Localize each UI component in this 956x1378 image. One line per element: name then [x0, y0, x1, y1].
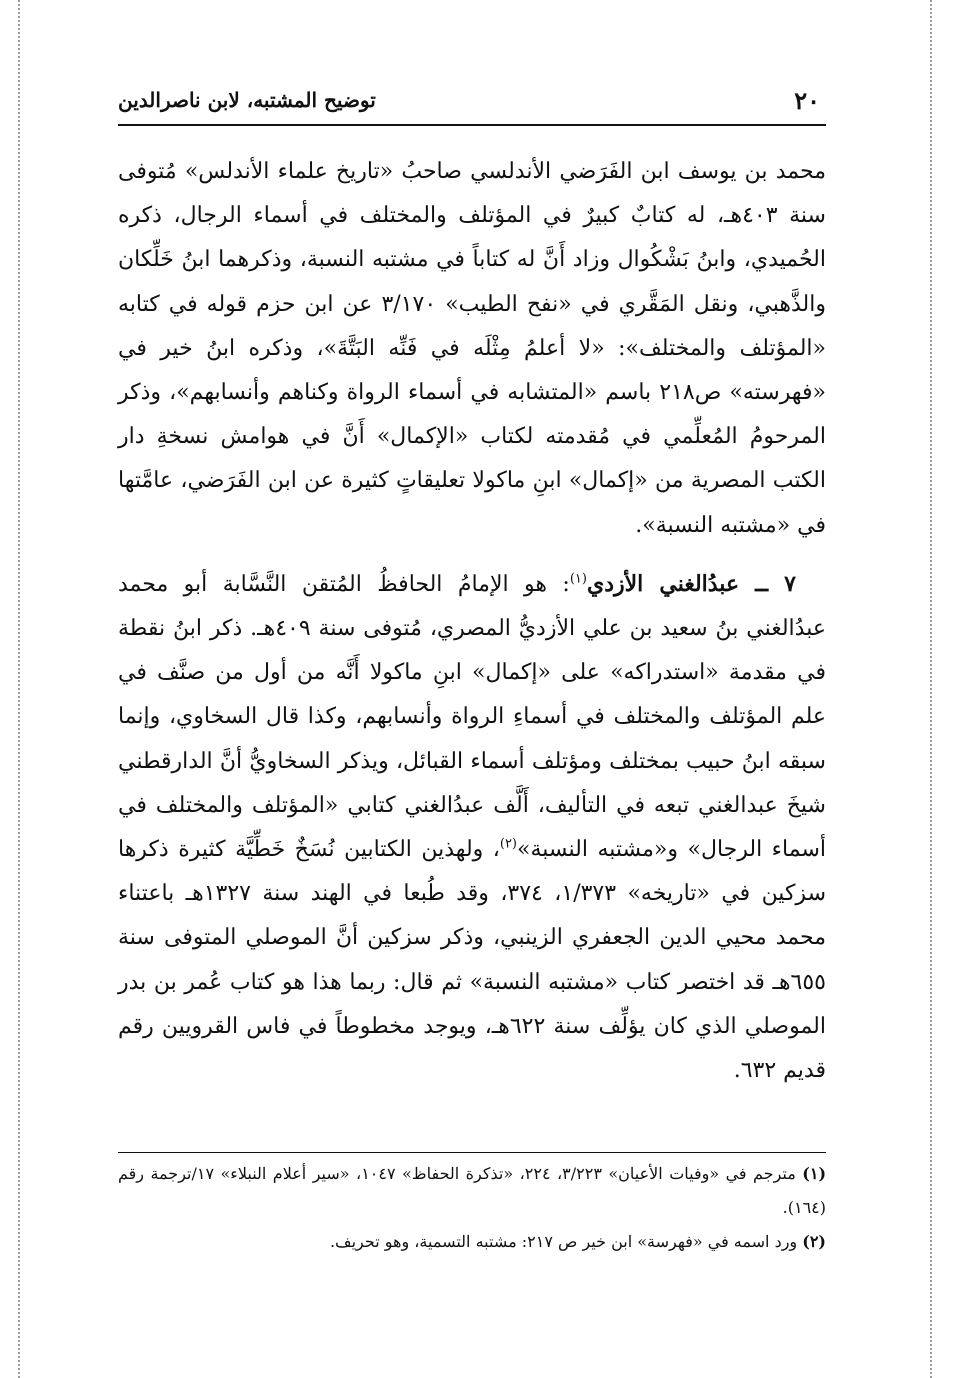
footnote-2	[118, 1225, 826, 1259]
entry-name: عبدُالغني الأزدي	[586, 570, 740, 597]
footnote-ref-1: (١)	[569, 571, 587, 587]
paragraph-2	[118, 562, 826, 1093]
entry-number: ٧ ــ	[739, 570, 796, 597]
running-title: توضيح المشتبه، لابن ناصرالدين	[118, 88, 376, 112]
page-number: ٢٠	[794, 86, 820, 115]
footnote-1-text: مترجم في «وفيات الأعيان» ٣/٢٢٣، ٢٢٤، «تذكرة الحفاظ» ١٠٤٧، «سير أعلام النبلاء» ١٧/ترجمة رقم (١٦٤).	[118, 1164, 826, 1217]
footnote-rule	[118, 1152, 826, 1153]
footnote-ref-2: (٢)	[499, 836, 517, 852]
paragraph-1: محمد بن يوسف ابن الفَرَضي الأندلسي صاحبُ «تاريخ علماء الأندلس» مُتوفى سنة ٤٠٣هـ، له كتابٌ كبيرٌ في المؤتلف والمختلف في أسماء الرجال، ذكره الحُميدي، وابنُ بَشْكُوال وزاد أَنَّ له كتاباً في مشتبه النسبة، وذكرهما ابنُ خَلِّكان والذَّهبي، ونقل المَقَّري في «نفح الطيب» ٣/١٧٠ عن ابن حزم قوله في كتابه «المؤتلف والمختلف»: «لا أعلمُ مِثْلَه في فَنِّه البَتَّةَ»، وذكره ابنُ خير في «فهرسته» ص٢١٨ باسم «المتشابه في أسماء الرواة وكناهم وأنسابهم»، وذكر المرحومُ المُعلِّمي في مُقدمته لكتاب «الإكمال» أَنَّ في هوامش نسخةِ دار الكتب المصرية من «إكمال» ابنِ ماكولا تعليقاتٍ كثيرة عن ابن الفَرَضي، عامَّتها في «مشتبه النسبة».	[118, 159, 826, 538]
footnote-1-mark: (١)	[802, 1164, 827, 1183]
footnote-2-mark: (٢)	[802, 1232, 826, 1251]
main-text	[118, 150, 826, 1093]
paragraph-2-text-a: : هو الإمامُ الحافظُ المُتقن النَّسَّابة أبو محمد عبدُالغني بنُ سعيد بن علي الأزديُّ المصري، مُتوفى سنة ٤٠٩هـ. ذكر ابنُ نقطة في مقدمة «استدراكه» على «إكمال» ابنِ ماكولا أَنَّه من أول من صنَّف في علم المؤتلف والمختلف في أسماءِ الرواة وأنسابهم، وكذا قال السخاوي، وإنما سبقه ابنُ حبيب بمختلف ومؤتلف أسماء القبائل، ويذكر السخاويُّ أنَّ الدارقطني شيخَ عبدالغني تبعه في التأليف، أَلَّف عبدُالغني كتابي «المؤتلف والمختلف في أسماء الرجال» و«مشتبه النسبة»	[118, 571, 826, 863]
right-margin-dots	[930, 0, 932, 1378]
paragraph-2-text-b: ، ولهذين الكتابين نُسَخٌ خَطِّيَّة كثيرة ذكرها سزكين في «تاريخه» ١/٣٧٣، ٣٧٤، وقد طُبعا في الهند سنة ١٣٢٧هـ باعتناء محمد محيي الدين الجعفري الزينبي، وذكر سزكين أنَّ الموصلي المتوفى سنة ٦٥٥هـ قد اختصر كتاب «مشتبه النسبة» ثم قال: ربما هذا هو كتاب عُمر بن بدر الموصلي الذي كان يؤلِّف سنة ٦٢٢هـ، ويوجد مخطوطاً في فاس القرويين رقم قديم ٦٣٢.	[118, 837, 826, 1084]
left-margin-dots	[18, 0, 20, 1378]
footnote-1	[118, 1157, 826, 1225]
page-header	[118, 80, 826, 126]
footnote-2-text: ورد اسمه في «فهرسة» ابن خير ص ٢١٧: مشتبه التسمية، وهو تحريف.	[329, 1232, 798, 1251]
footnotes	[118, 1152, 826, 1259]
